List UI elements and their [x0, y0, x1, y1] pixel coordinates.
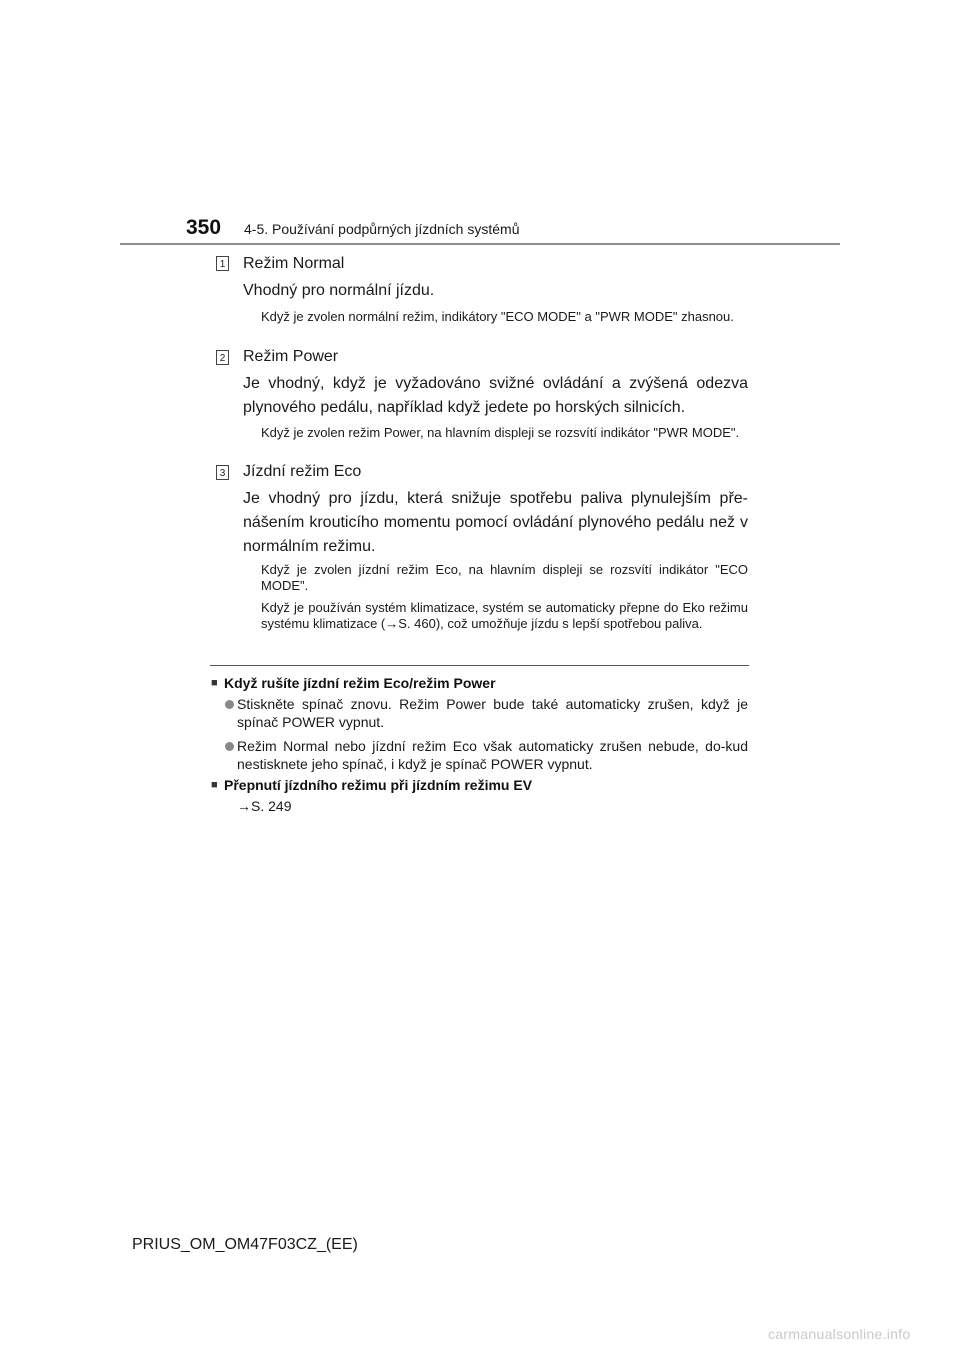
- mode-title-eco: Jízdní režim Eco: [243, 463, 362, 480]
- section-heading-cancel: Když rušíte jízdní režim Eco/režim Power: [224, 675, 496, 691]
- mode-note-eco-1: Když je zvolen jízdní režim Eco, na hlavním displeji se rozsvítí indikátor "ECO MODE".: [261, 562, 748, 593]
- section-heading-ev: Přepnutí jízdního režimu při jízdním režimu EV: [224, 777, 533, 793]
- page-number: 350: [186, 216, 222, 239]
- mode-title-normal: Režim Normal: [243, 255, 345, 272]
- bullet-icon: [225, 742, 234, 751]
- bullet-text-1: Stiskněte spínač znovu. Režim Power bude také automaticky zrušen, když je spínač POWER vypnut.: [237, 696, 748, 730]
- mode-body-eco: Je vhodný pro jízdu, která snižuje spotřebu paliva plynulejším pře-nášením krouticího momentu pomocí ovládání plynového pedálu než v normálním režimu.: [243, 490, 748, 555]
- mode-note-normal: Když je zvolen normální režim, indikátory "ECO MODE" a "PWR MODE" zhasnou.: [261, 309, 734, 324]
- mode-body-power: Je vhodný, když je vyžadováno svižné ovládání a zvýšená odezva plynového pedálu, například když jedete po horských silnicích.: [243, 375, 748, 416]
- watermark: carmanualsonline.info: [768, 1326, 911, 1342]
- page-reference: →S. 249: [237, 798, 292, 814]
- document-code: PRIUS_OM_OM47F03CZ_(EE): [132, 1236, 358, 1253]
- section-title: 4-5. Používání podpůrných jízdních systémů: [244, 221, 520, 237]
- item-number-3: 3: [216, 465, 229, 480]
- mode-title-power: Režim Power: [243, 348, 339, 365]
- notes-divider: [210, 665, 749, 666]
- mode-body-normal: Vhodný pro normální jízdu.: [243, 282, 435, 299]
- bullet-text-2: Režim Normal nebo jízdní režim Eco však automaticky zrušen nebude, do-kud nestisknete jeho spínač, i když je spínač POWER vypnut.: [237, 738, 748, 772]
- item-number-2: 2: [216, 350, 229, 365]
- square-marker-icon: ■: [211, 677, 218, 689]
- mode-note-eco-2: Když je používán systém klimatizace, systém se automaticky přepne do Eko režimu systému klimatizace (→S. 460), což umožňuje jízdu s lepší spotřebou paliva.: [261, 600, 748, 631]
- mode-note-power: Když je zvolen režim Power, na hlavním displeji se rozsvítí indikátor "PWR MODE".: [261, 425, 740, 440]
- bullet-icon: [225, 700, 234, 709]
- header-divider: [120, 243, 840, 245]
- item-number-1: 1: [216, 256, 229, 271]
- square-marker-icon: ■: [211, 779, 218, 791]
